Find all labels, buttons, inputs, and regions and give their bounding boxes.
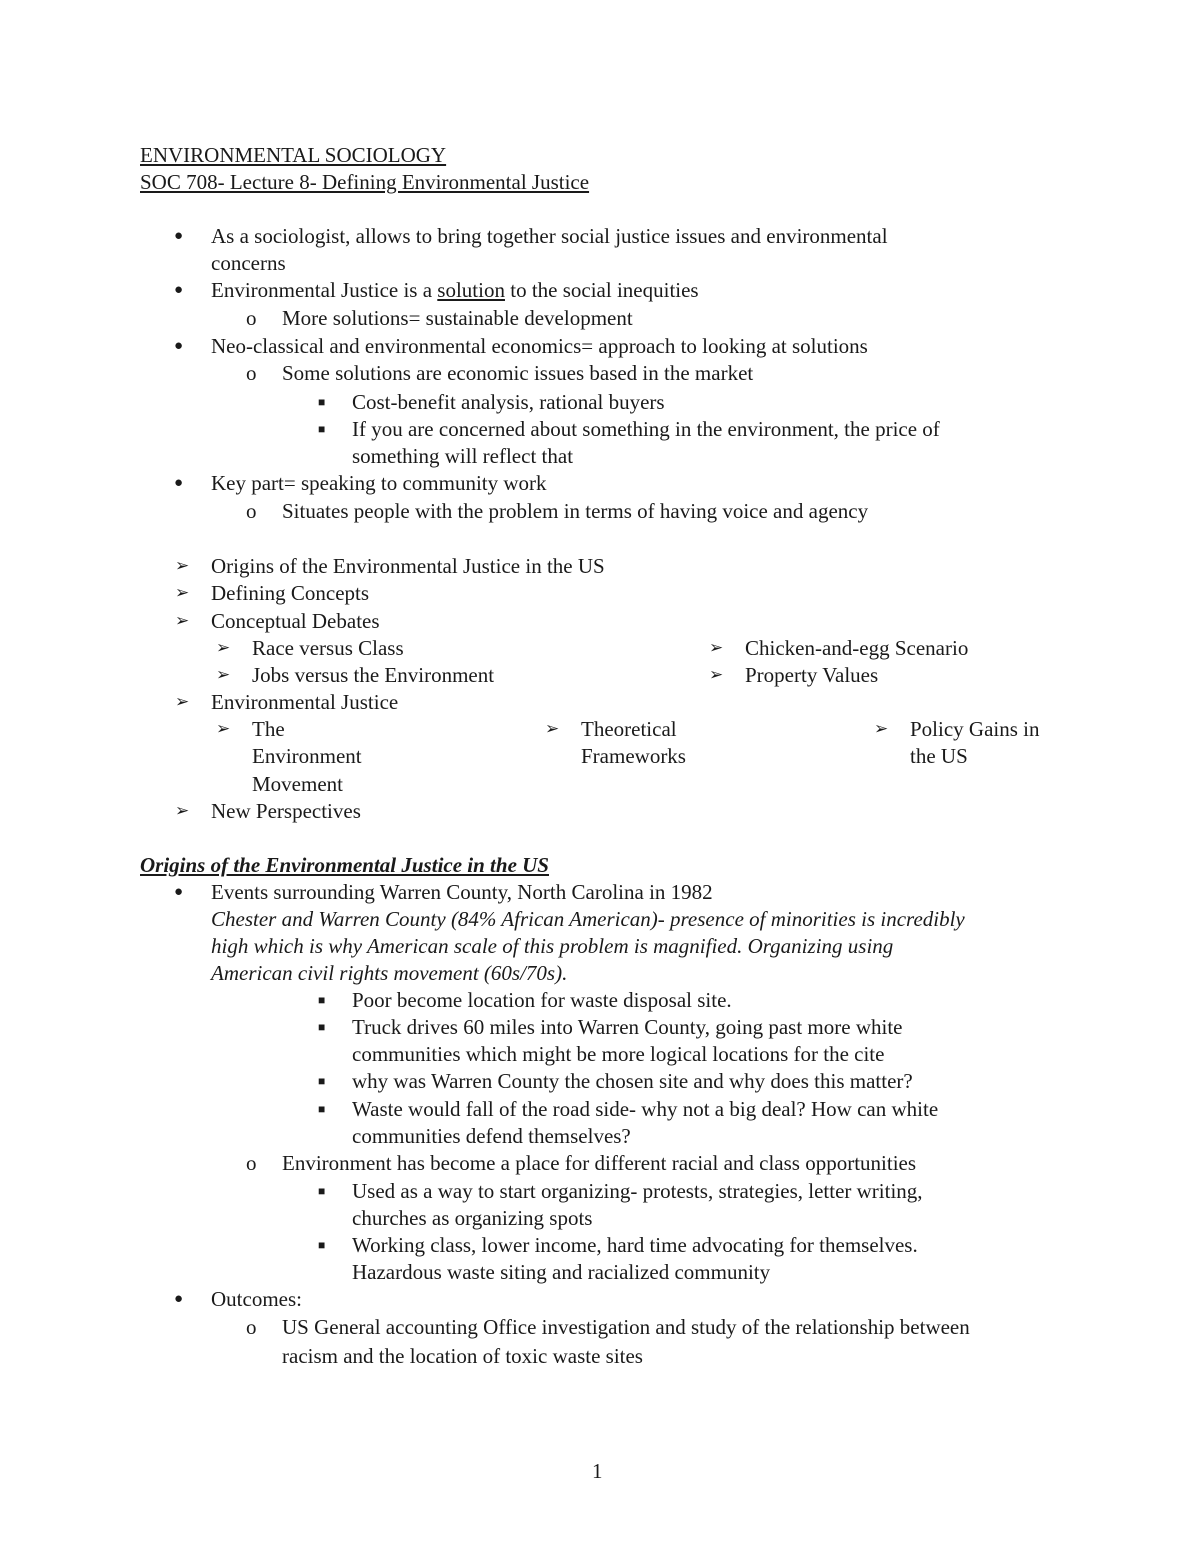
arrow-bullet-icon: ➢	[216, 665, 231, 685]
origins-note-line-2: high which is why American scale of this problem is magnified. Organizing using	[211, 934, 894, 958]
disc-bullet-icon: ●	[174, 1291, 184, 1307]
outline-perspectives: New Perspectives	[211, 799, 361, 823]
intro-bullet-3-sub: Some solutions are economic issues based in the market	[282, 361, 754, 385]
intro-bullet-3-square-2-line-2: something will reflect that	[352, 444, 574, 468]
page-number: 1	[592, 1459, 603, 1483]
lecture-title: SOC 708- Lecture 8- Defining Environmental Justice	[140, 170, 590, 194]
origins-square-4-line-2: communities defend themselves?	[352, 1124, 631, 1148]
square-bullet-icon: ■	[318, 1074, 326, 1088]
origins-square-4-line-1: Waste would fall of the road side- why not a big deal? How can white	[352, 1097, 939, 1121]
origins-square-5-line-1: Used as a way to start organizing- protests, strategies, letter writing,	[352, 1179, 923, 1203]
arrow-bullet-icon: ➢	[709, 665, 724, 685]
disc-bullet-icon: ●	[174, 475, 184, 491]
origins-event: Events surrounding Warren County, North Carolina in 1982	[211, 880, 713, 904]
origins-outcome-line-2: racism and the location of toxic waste sites	[282, 1344, 643, 1368]
course-title: ENVIRONMENTAL SOCIOLOGY	[140, 143, 447, 167]
outline-movement-line-2: Environment	[252, 744, 362, 768]
origins-square-6-line-2: Hazardous waste siting and racialized community	[352, 1260, 771, 1284]
section-heading-origins: Origins of the Environmental Justice in the US	[140, 853, 549, 877]
origins-square-3: why was Warren County the chosen site and why does this matter?	[352, 1069, 913, 1093]
arrow-bullet-icon: ➢	[874, 719, 889, 739]
square-bullet-icon: ■	[318, 1184, 326, 1198]
outline-defining: Defining Concepts	[211, 581, 370, 605]
outline-movement-line-3: Movement	[252, 772, 343, 796]
intro-bullet-1-line-2: concerns	[211, 251, 286, 275]
outline-race: Race versus Class	[252, 636, 404, 660]
outline-policy-line-2: the US	[910, 744, 968, 768]
intro-bullet-1-line-1: As a sociologist, allows to bring together social justice issues and environmental	[211, 224, 888, 248]
disc-bullet-icon: ●	[174, 282, 184, 298]
origins-outcomes: Outcomes:	[211, 1287, 302, 1311]
arrow-bullet-icon: ➢	[216, 719, 231, 739]
intro-bullet-3-square-1: Cost-benefit analysis, rational buyers	[352, 390, 665, 414]
circle-bullet-icon: o	[246, 361, 257, 385]
outline-ej: Environmental Justice	[211, 690, 399, 714]
circle-bullet-icon: o	[246, 1151, 257, 1175]
intro-bullet-3: Neo-classical and environmental economics= approach to looking at solutions	[211, 334, 868, 358]
circle-bullet-icon: o	[246, 306, 257, 330]
origins-square-2-line-1: Truck drives 60 miles into Warren County, going past more white	[352, 1015, 903, 1039]
circle-bullet-icon: o	[246, 499, 257, 523]
outline-policy-line-1: Policy Gains in	[910, 717, 1040, 741]
circle-bullet-icon: o	[246, 1315, 257, 1339]
disc-bullet-icon: ●	[174, 338, 184, 354]
origins-square-2-line-2: communities which might be more logical locations for the cite	[352, 1042, 885, 1066]
origins-note-line-3: American civil rights movement (60s/70s).	[211, 961, 568, 985]
outline-theory-line-1: Theoretical	[581, 717, 677, 741]
origins-sub: Environment has become a place for different racial and class opportunities	[282, 1151, 917, 1175]
arrow-bullet-icon: ➢	[175, 692, 190, 712]
square-bullet-icon: ■	[318, 1238, 326, 1252]
arrow-bullet-icon: ➢	[175, 611, 190, 631]
outline-chicken: Chicken-and-egg Scenario	[745, 636, 969, 660]
outline-jobs: Jobs versus the Environment	[252, 663, 495, 687]
origins-square-5-line-2: churches as organizing spots	[352, 1206, 593, 1230]
outline-theory-line-2: Frameworks	[581, 744, 686, 768]
outline-origins: Origins of the Environmental Justice in the US	[211, 554, 605, 578]
origins-square-1: Poor become location for waste disposal site.	[352, 988, 732, 1012]
square-bullet-icon: ■	[318, 395, 326, 409]
arrow-bullet-icon: ➢	[216, 638, 231, 658]
origins-square-6-line-1: Working class, lower income, hard time advocating for themselves.	[352, 1233, 918, 1257]
arrow-bullet-icon: ➢	[545, 719, 560, 739]
intro-bullet-3-square-2-line-1: If you are concerned about something in the environment, the price of	[352, 417, 940, 441]
square-bullet-icon: ■	[318, 422, 326, 436]
outline-property: Property Values	[745, 663, 879, 687]
intro-bullet-2: Environmental Justice is a solution to the social inequities	[211, 278, 699, 302]
origins-outcome-line-1: US General accounting Office investigation and study of the relationship between	[282, 1315, 970, 1339]
arrow-bullet-icon: ➢	[175, 556, 190, 576]
intro-bullet-2-sub: More solutions= sustainable development	[282, 306, 633, 330]
origins-note-line-1: Chester and Warren County (84% African American)- presence of minorities is incredibly	[211, 907, 965, 931]
intro-bullet-4-sub: Situates people with the problem in terms of having voice and agency	[282, 499, 869, 523]
disc-bullet-icon: ●	[174, 884, 184, 900]
arrow-bullet-icon: ➢	[175, 801, 190, 821]
arrow-bullet-icon: ➢	[709, 638, 724, 658]
square-bullet-icon: ■	[318, 1102, 326, 1116]
arrow-bullet-icon: ➢	[175, 583, 190, 603]
intro-bullet-4: Key part= speaking to community work	[211, 471, 547, 495]
square-bullet-icon: ■	[318, 993, 326, 1007]
outline-debates: Conceptual Debates	[211, 609, 380, 633]
square-bullet-icon: ■	[318, 1020, 326, 1034]
outline-movement-line-1: The	[252, 717, 285, 741]
disc-bullet-icon: ●	[174, 228, 184, 244]
